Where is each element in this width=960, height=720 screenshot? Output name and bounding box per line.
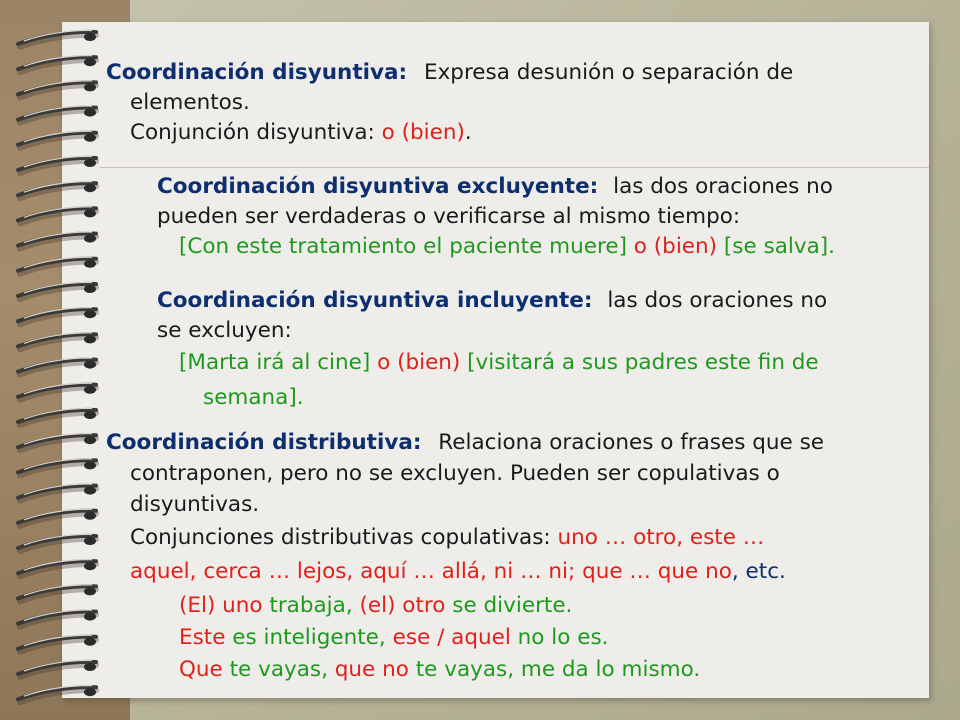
section-excluyente-heading xyxy=(157,172,833,202)
conj-value: aquel, cerca … lejos, aquí … allá, ni … ni; que … que no xyxy=(130,559,732,584)
example-line xyxy=(179,348,819,378)
section-title: Coordinación distributiva: xyxy=(106,430,422,455)
section-disyuntiva-heading xyxy=(106,58,793,88)
conj-value: uno … otro, este … xyxy=(557,525,765,550)
section-distributiva-heading xyxy=(106,428,824,458)
example-clause: es inteligente, xyxy=(225,625,393,650)
conj-label: Conjunciones distributivas copulativas: xyxy=(130,525,558,550)
section-title: Coordinación disyuntiva excluyente: xyxy=(157,174,599,199)
section-desc-line: elementos. xyxy=(130,90,250,115)
example-clause: [Con este tratamiento el paciente muere] xyxy=(179,234,627,259)
section-desc-line: contraponen, pero no se excluyen. Pueden ser copulativas o xyxy=(130,461,780,486)
section-desc-line: pueden ser verdaderas o verificarse al mismo tiempo: xyxy=(157,204,741,229)
example-clause: te vayas, me da lo mismo. xyxy=(408,657,701,682)
example-conj: que no xyxy=(334,657,409,682)
example-conj: Este xyxy=(179,625,226,650)
example-clause: trabaja, xyxy=(262,593,360,618)
conjunction-line xyxy=(130,118,472,148)
example-conj: o (bien) xyxy=(377,350,461,375)
section-desc: Expresa desunión o separación de xyxy=(423,60,794,85)
example-conj: (El) uno xyxy=(179,593,263,618)
example-conj: ese / aquel xyxy=(392,625,511,650)
conj-etc: , etc. xyxy=(731,559,786,584)
section-desc: las dos oraciones no xyxy=(607,288,828,313)
section-title: Coordinación disyuntiva incluyente: xyxy=(157,288,593,313)
section-desc-line: se excluyen: xyxy=(157,318,292,343)
example-conj: (el) otro xyxy=(359,593,446,618)
example-line xyxy=(179,232,835,262)
example-line xyxy=(179,591,572,621)
example-clause: [Marta irá al cine] xyxy=(179,350,371,375)
conjunction-line xyxy=(130,523,764,553)
example-conj: o (bien) xyxy=(633,234,718,259)
example-clause: [visitará a sus padres este fin de xyxy=(467,350,819,375)
conj-label: Conjunción disyuntiva: xyxy=(130,120,382,145)
example-conj: Que xyxy=(179,657,223,682)
conj-end: . xyxy=(464,120,472,145)
example-line-continued: semana]. xyxy=(203,385,304,410)
section-title: Coordinación disyuntiva: xyxy=(106,60,408,85)
example-clause: se divierte. xyxy=(445,593,573,618)
example-line xyxy=(179,655,700,685)
example-clause: [se salva]. xyxy=(723,234,836,259)
section-desc: las dos oraciones no xyxy=(613,174,833,199)
example-line xyxy=(179,623,609,653)
example-clause: no lo es. xyxy=(510,625,609,650)
example-clause: te vayas, xyxy=(222,657,335,682)
section-desc-line: disyuntivas. xyxy=(130,492,260,517)
section-incluyente-heading xyxy=(157,286,827,316)
conj-value: o (bien) xyxy=(381,120,465,145)
section-desc: Relaciona oraciones o frases que se xyxy=(438,430,825,455)
conjunction-line xyxy=(130,557,786,587)
